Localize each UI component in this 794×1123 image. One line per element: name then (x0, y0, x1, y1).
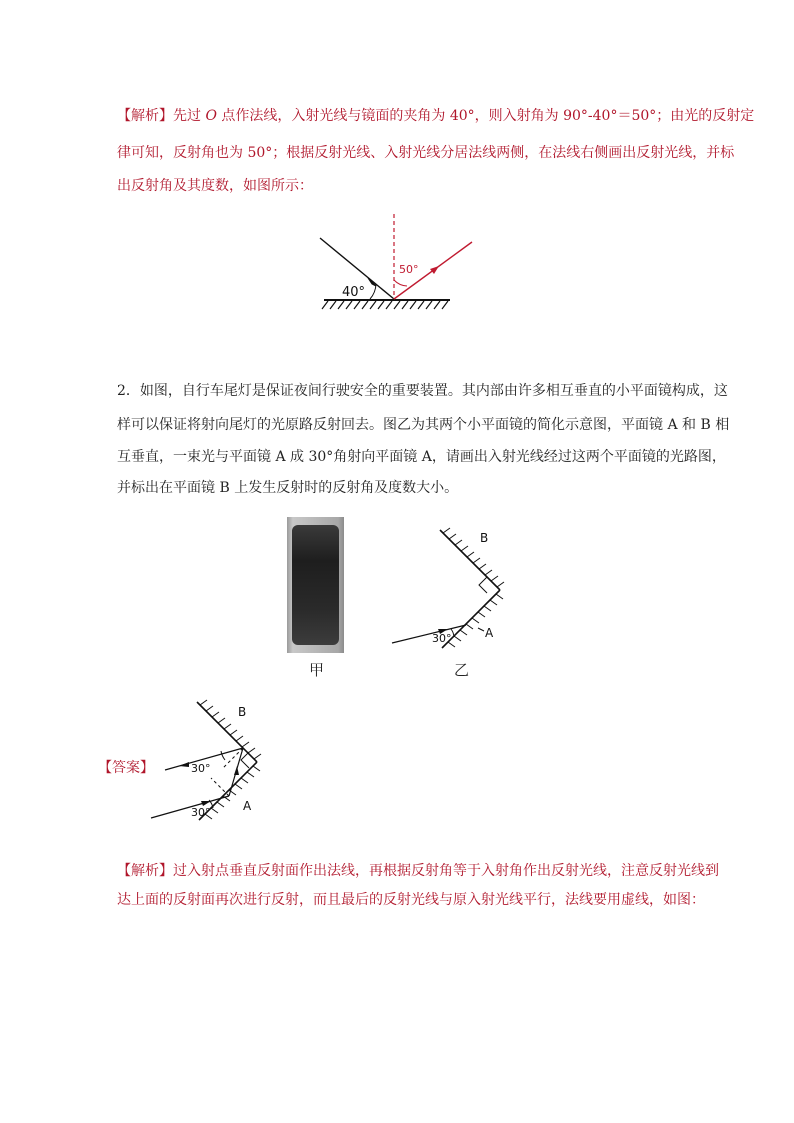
answer-right-angle-mark (241, 752, 249, 768)
mirror-hatching (322, 301, 448, 309)
answer-mirror-b-label: B (238, 705, 247, 719)
reflection-diagram-1 (310, 210, 480, 315)
question2-line4: 并标出在平面镜 B 上发生反射时的反射角及度数大小。 (117, 480, 459, 496)
mirror-diagram-yi (388, 518, 518, 658)
analysis2-tag: 【解析】 (117, 863, 173, 879)
mirror-b-hatching (443, 528, 504, 587)
answer-mirror-a-hatching (205, 766, 260, 819)
reflect-angle-label: 50° (399, 263, 419, 276)
caption-yi: 乙 (454, 661, 470, 679)
answer-tag: 【答案】 (98, 760, 154, 776)
answer-mirror-b-hatching (200, 700, 261, 759)
question2-line2: 样可以保证将射向尾灯的光原路反射回去。图乙为其两个小平面镜的简化示意图，平面镜 A 和 B 相 (117, 417, 730, 433)
answer-incident-ray (151, 796, 229, 818)
incident-arrow-icon (368, 278, 376, 286)
analysis1-line2: 律可知，反射角也为 50°；根据反射光线、入射光线分居法线两侧，在法线右侧画出反射光线，并标 (117, 145, 735, 161)
mirror-b-label: B (480, 531, 489, 545)
answer-middle-arrow-icon (234, 766, 239, 775)
incident-angle-label: 40° (342, 285, 366, 300)
right-angle-mark (479, 577, 487, 593)
answer-diagram (145, 696, 275, 826)
mirror-a-hatching (448, 594, 503, 647)
question2-line1: 2．如图，自行车尾灯是保证夜间行驶安全的重要装置。其内部由许多相互垂直的小平面镜构成，这 (117, 383, 728, 399)
angle-label: 30° (432, 632, 452, 645)
analysis2-line1: 【解析】过入射点垂直反射面作出法线，再根据反射角等于入射角作出反射光线，注意反射光线到 (117, 863, 719, 879)
analysis1-line3: 出反射角及其度数，如图所示： (117, 178, 313, 194)
answer-angle-bottom: 30° (191, 806, 211, 819)
reflected-arrow-icon (430, 266, 439, 274)
mirror-a-label: A (485, 626, 494, 640)
answer-angle-top: 30° (191, 762, 211, 775)
caption-jia: 甲 (309, 661, 325, 679)
answer-mirror-a-label: A (243, 799, 252, 813)
analysis-tag: 【解析】 (117, 108, 173, 124)
taillight-photo (287, 517, 344, 653)
analysis1-line1: 【解析】先过 O 点作法线，入射光线与镜面的夹角为 40°，则入射角为 90°-40°＝50°；由光的反射定 (117, 108, 755, 124)
question2-line3: 互垂直，一束光与平面镜 A 成 30°角射向平面镜 A，请画出入射光线经过这两个平面镜的光路图， (117, 449, 726, 465)
analysis2-line2: 达上面的反射面再次进行反射，而且最后的反射光线与原入射光线平行，法线要用虚线，如图： (117, 892, 705, 908)
